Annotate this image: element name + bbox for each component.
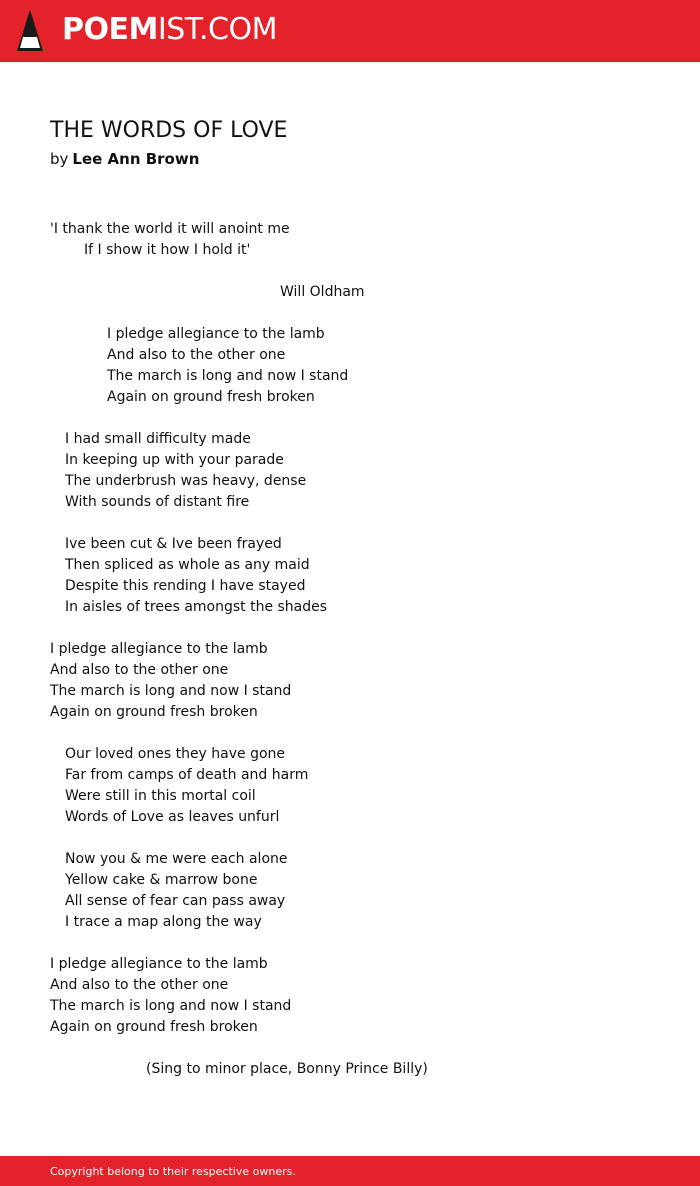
site-logo[interactable] xyxy=(62,12,277,48)
poem-line: I trace a map along the way xyxy=(65,914,262,930)
poem-line: Again on ground fresh broken xyxy=(50,704,258,720)
poem-line: Again on ground fresh broken xyxy=(107,389,315,405)
poem-line: The march is long and now I stand xyxy=(50,998,292,1014)
poem-line: Again on ground fresh broken xyxy=(50,1019,258,1035)
poem-line: Then spliced as whole as any maid xyxy=(65,557,310,573)
poem-line: Yellow cake & marrow bone xyxy=(65,872,258,888)
poem-line: If I show it how I hold it' xyxy=(84,242,251,258)
poem-line: Our loved ones they have gone xyxy=(65,746,286,762)
copyright-notice: Copyright belong to their respective owners. xyxy=(50,1165,296,1178)
poem-line: (Sing to minor place, Bonny Prince Billy) xyxy=(146,1061,428,1077)
author-name[interactable]: Lee Ann Brown xyxy=(72,150,200,168)
poem-line: The march is long and now I stand xyxy=(107,368,349,384)
poem-line: And also to the other one xyxy=(50,977,229,993)
poem-line: Despite this rending I have stayed xyxy=(65,578,306,594)
site-header xyxy=(0,0,700,62)
poem-line: And also to the other one xyxy=(50,662,229,678)
poem-line: In aisles of trees amongst the shades xyxy=(65,599,328,615)
pencil-icon[interactable] xyxy=(17,10,43,51)
poem-line: And also to the other one xyxy=(107,347,286,363)
site-footer xyxy=(0,1156,700,1186)
brand-bold: POEM xyxy=(62,12,158,47)
poem-line: All sense of fear can pass away xyxy=(65,893,286,909)
poem-title: THE WORDS OF LOVE xyxy=(50,118,288,143)
brand-light: IST.COM xyxy=(157,12,277,47)
poem-line: Now you & me were each alone xyxy=(65,851,288,867)
poem-line: 'I thank the world it will anoint me xyxy=(50,221,290,237)
poem-line: Words of Love as leaves unfurl xyxy=(65,809,280,825)
poem-line: Were still in this mortal coil xyxy=(65,788,256,804)
poem-line: Will Oldham xyxy=(280,284,365,300)
poem-line: I pledge allegiance to the lamb xyxy=(50,956,268,972)
byline xyxy=(50,148,199,170)
poem-line: The underbrush was heavy, dense xyxy=(65,473,307,489)
poem-line: With sounds of distant fire xyxy=(65,494,250,510)
poem-line: In keeping up with your parade xyxy=(65,452,284,468)
poem-line: I had small difficulty made xyxy=(65,431,251,447)
poem-line: I pledge allegiance to the lamb xyxy=(107,326,325,342)
by-label: by xyxy=(50,150,69,168)
poem-line: Far from camps of death and harm xyxy=(65,767,309,783)
poem-line: The march is long and now I stand xyxy=(50,683,292,699)
poem-line: I pledge allegiance to the lamb xyxy=(50,641,268,657)
poem-line: Ive been cut & Ive been frayed xyxy=(65,536,282,552)
